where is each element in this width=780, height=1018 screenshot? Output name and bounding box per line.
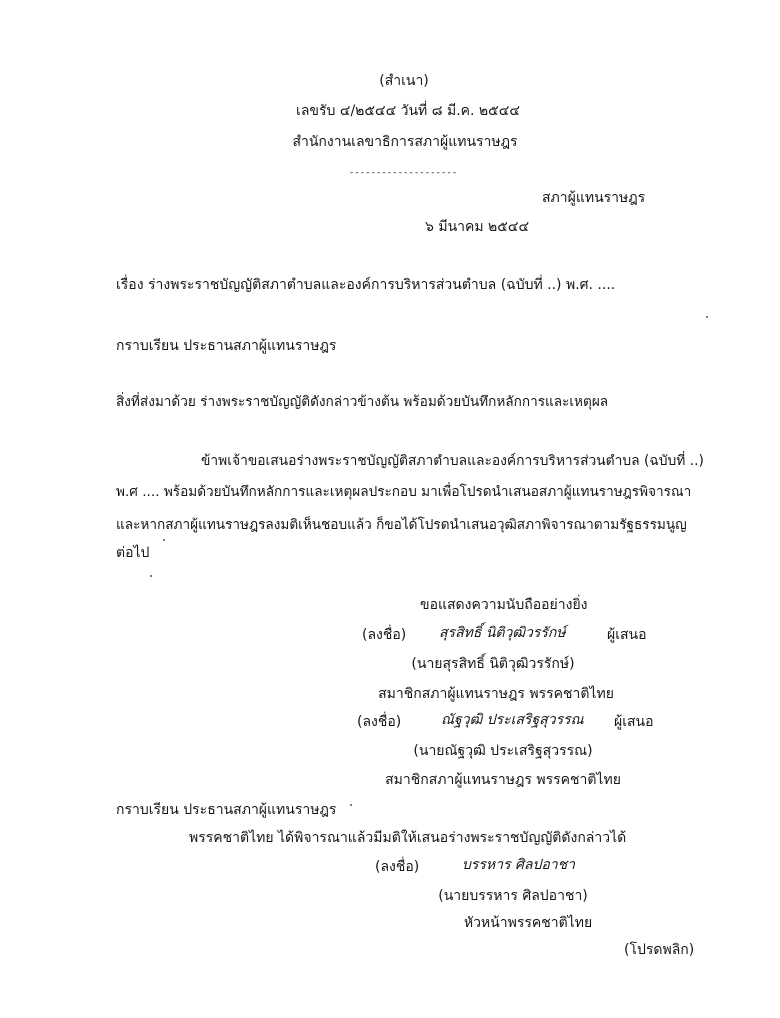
receipt-line: เลขรับ ๔/๒๕๔๔ วันที่ ๘ มี.ค. ๒๕๔๔ <box>296 103 520 119</box>
endorsement-salutation: กราบเรียน ประธานสภาผู้แทนราษฎร <box>116 802 337 818</box>
proposer-role: ผู้เสนอ <box>614 714 654 730</box>
member-position: สมาชิกสภาผู้แทนราษฎร พรรคชาติไทย <box>385 772 621 788</box>
body-line-4: ต่อไป <box>116 545 150 561</box>
letter-date: ๖ มีนาคม ๒๕๔๔ <box>425 219 530 235</box>
member-position: สมาชิกสภาผู้แทนราษฎร พรรคชาติไทย <box>378 686 614 702</box>
body-line-3: และหากสภาผู้แทนราษฎรลงมติเห็นชอบแล้ว ก็ขอได้โปรดนำเสนอวุฒิสภาพิจารณาตามรัฐธรรมนูญ <box>116 517 687 533</box>
scan-speck <box>163 539 165 541</box>
closing-phrase: ขอแสดงความนับถืออย่างยิ่ง <box>420 597 588 613</box>
subject-line: เรื่อง ร่างพระราชบัญญัติสภาตำบลและองค์การบริหารส่วนตำบล (ฉบับที่ ..) พ.ศ. .... <box>116 277 616 293</box>
office-name: สำนักงานเลขาธิการสภาผู้แทนราษฎร <box>292 134 518 150</box>
signature: ณัฐวุฒิ ประเสริฐสุวรรณ <box>441 712 584 728</box>
scan-speck <box>150 575 152 577</box>
body-line-2: พ.ศ .... พร้อมด้วยบันทึกหลักการและเหตุผลประกอบ มาเพื่อโปรดนำเสนอสภาผู้แทนราษฎรพิจารณา <box>116 484 692 500</box>
sign-label: (ลงชื่อ) <box>362 627 407 643</box>
scan-speck <box>350 804 352 806</box>
sender-name: สภาผู้แทนราษฎร <box>542 190 646 206</box>
sign-label: (ลงชื่อ) <box>375 859 420 875</box>
party-leader-position: หัวหน้าพรรคชาติไทย <box>463 915 593 931</box>
scan-speck <box>706 316 708 318</box>
body-line-1: ข้าพเจ้าขอเสนอร่างพระราชบัญญัติสภาตำบลและองค์การบริหารส่วนตำบล (ฉบับที่ ..) <box>201 453 704 469</box>
proposer-role: ผู้เสนอ <box>607 627 647 643</box>
printed-name: (นายณัฐวุฒิ ประเสริฐสุวรรณ) <box>413 743 593 759</box>
sign-label: (ลงชื่อ) <box>357 714 402 730</box>
separator-line: -------------------- <box>348 168 458 178</box>
signature: บรรหาร ศิลปอาชา <box>462 857 575 873</box>
salutation: กราบเรียน ประธานสภาผู้แทนราษฎร <box>116 338 337 354</box>
endorsement-text: พรรคชาติไทย ได้พิจารณาแล้วมีมติให้เสนอร่างพระราชบัญญัติดังกล่าวได้ <box>189 830 627 846</box>
enclosure-line: สิ่งที่ส่งมาด้วย ร่างพระราชบัญญัติดังกล่าวข้างต้น พร้อมด้วยบันทึกหลักการและเหตุผล <box>116 394 609 410</box>
copy-mark: (สำเนา) <box>379 73 429 89</box>
printed-name: (นายสุรสิทธิ์ นิติวุฒิวรรักษ์) <box>411 656 575 672</box>
turn-over-note: (โปรดพลิก) <box>624 942 695 958</box>
printed-name: (นายบรรหาร ศิลปอาชา) <box>438 888 588 904</box>
signature: สุรสิทธิ์ นิติวุฒิวรรักษ์ <box>439 625 566 641</box>
